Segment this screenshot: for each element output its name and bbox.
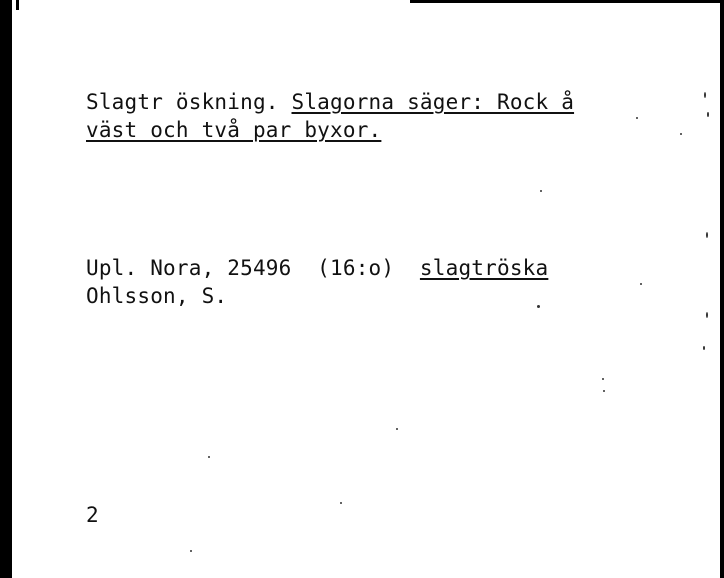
card-corner-mark <box>16 0 19 10</box>
scan-speck <box>208 456 210 458</box>
scan-speck <box>540 190 542 192</box>
card-number: 2 <box>86 503 99 527</box>
card-edge-left <box>0 0 12 578</box>
scan-speck <box>396 428 398 430</box>
scan-speck <box>706 312 708 318</box>
location-reference: Upl. Nora, 25496 (16:o) <box>86 256 420 280</box>
scan-speck <box>602 378 604 380</box>
keyword-heading: slagtröska <box>419 256 549 280</box>
description-plain-text: Slagtr öskning. <box>86 90 292 114</box>
description-underlined-text-2: väst och två par byxor. <box>86 118 382 142</box>
scan-speck <box>537 305 540 308</box>
scan-speck <box>680 133 682 135</box>
scan-speck <box>190 550 192 552</box>
scan-speck <box>706 232 708 238</box>
description-line-1 <box>86 90 574 114</box>
scan-speck <box>340 502 342 504</box>
scan-speck <box>707 112 709 117</box>
scan-speck <box>640 283 642 285</box>
description-underlined-text: Slagorna säger: Rock å <box>291 90 575 114</box>
scan-speck <box>703 346 705 350</box>
card-edge-top <box>410 0 724 3</box>
card-edge-right <box>720 0 724 578</box>
informant-name: Ohlsson, S. <box>86 284 228 308</box>
description-line-2 <box>86 118 381 142</box>
scan-speck <box>603 390 605 392</box>
location-line <box>86 256 548 280</box>
scan-speck <box>704 92 706 98</box>
scan-speck <box>636 117 638 119</box>
